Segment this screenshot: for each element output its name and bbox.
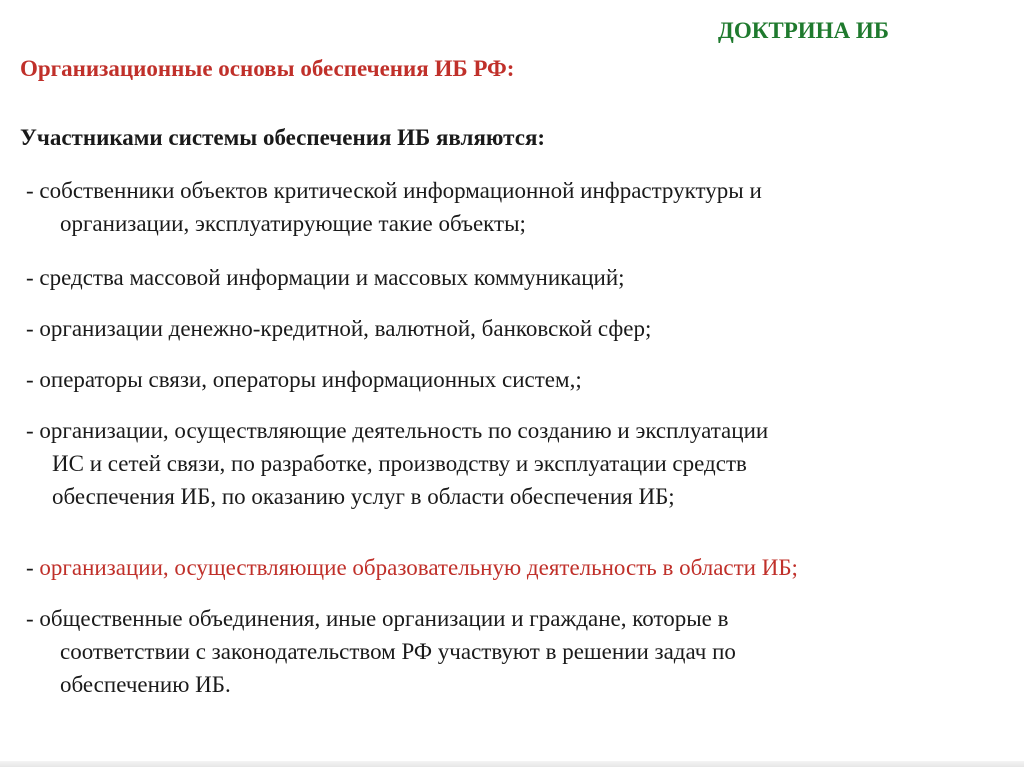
list-item-line: ИС и сетей связи, по разработке, производству и эксплуатации средств [52, 451, 747, 476]
list-item-highlight-text: организации, осуществляющие образовательную деятельность в области ИБ; [39, 555, 798, 580]
list-item-line: соответствии с законодательством РФ участвуют в решении задач по [60, 639, 736, 664]
list-item-public-associations [26, 602, 736, 701]
list-item-line: - собственники объектов критической информационной инфраструктуры и [26, 178, 762, 203]
list-item-educational-organizations [26, 551, 798, 584]
participants-heading: Участниками системы обеспечения ИБ являются: [20, 125, 546, 150]
list-item-mass-media [26, 261, 625, 294]
list-item-financial-organizations [26, 312, 651, 345]
list-item-dash: - [26, 555, 40, 580]
list-item-operators [26, 363, 582, 396]
list-item-line: - общественные объединения, иные организации и граждане, которые в [26, 606, 729, 631]
list-item-line: организации, эксплуатирующие такие объекты; [60, 211, 526, 236]
slide-subtitle: Организационные основы обеспечения ИБ РФ: [20, 56, 515, 81]
list-item-line: - операторы связи, операторы информационных систем,; [26, 367, 582, 392]
list-item-line: - организации, осуществляющие деятельность по созданию и эксплуатации [26, 418, 769, 443]
slide-header-title: ДОКТРИНА ИБ [718, 18, 890, 43]
list-item-line [26, 551, 798, 584]
list-item-is-organizations [26, 414, 768, 513]
list-item-line: обеспечению ИБ. [60, 672, 231, 697]
slide-bottom-border [0, 761, 1024, 767]
list-item-critical-infrastructure [26, 174, 762, 240]
list-item-line: обеспечения ИБ, по оказанию услуг в области обеспечения ИБ; [52, 484, 675, 509]
list-item-line: - организации денежно-кредитной, валютной, банковской сфер; [26, 316, 652, 341]
list-item-line: - средства массовой информации и массовых коммуникаций; [26, 265, 625, 290]
